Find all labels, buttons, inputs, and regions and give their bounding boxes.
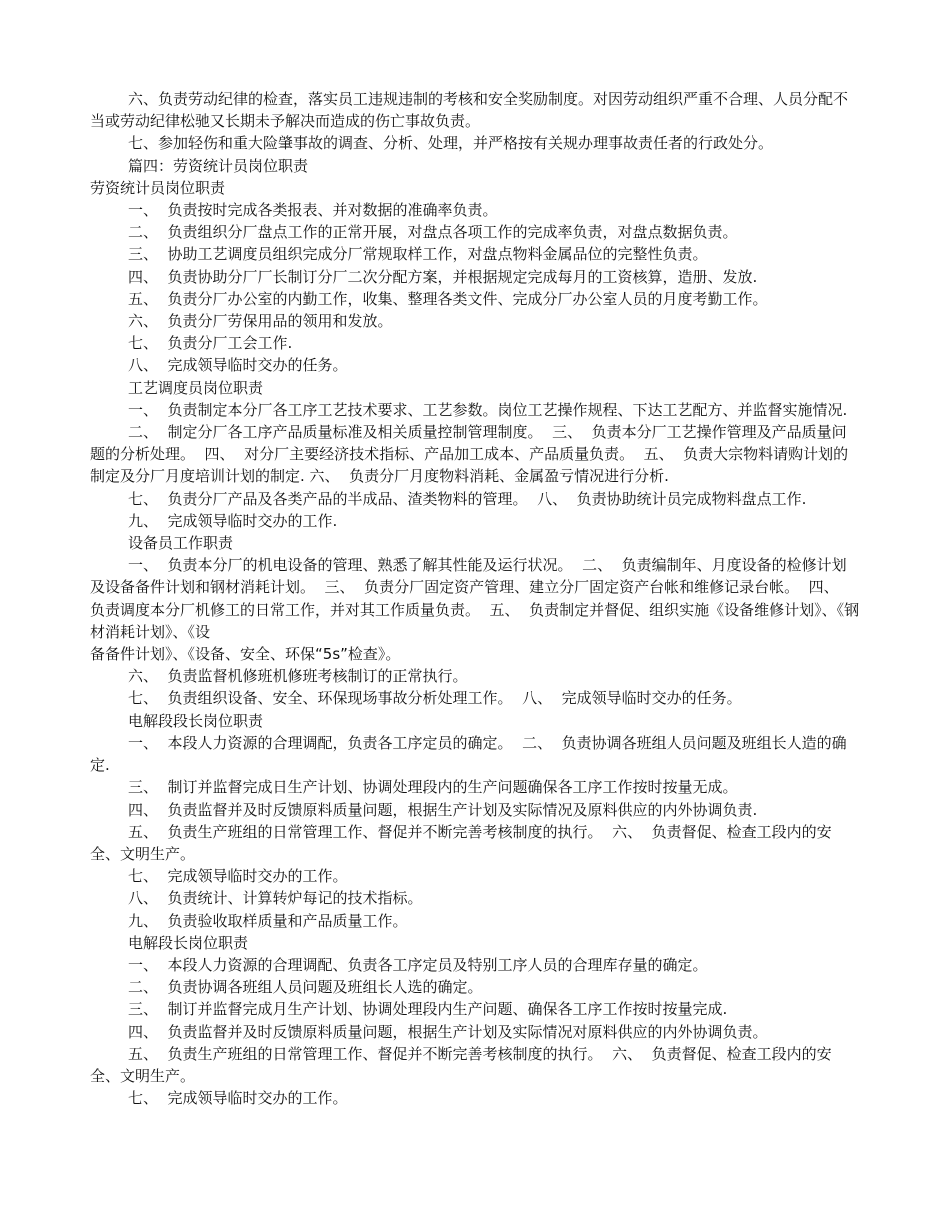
list-item: 三、 制订并监督完成日生产计划、协调处理段内的生产问题确保各工序工作按时按量无成。: [128, 778, 738, 797]
list-item: 七、 负责组织设备、安全、环保现场事故分析处理工作。 八、 完成领导临时交办的任务。: [128, 689, 742, 708]
list-item: 四、 负责监督并及时反馈原料质量问题，根据生产计划及实际情况及原料供应的内外协调负责.: [128, 800, 758, 819]
list-item: 二、 制定分厂各工序产品质量标准及相关质量控制管理制度。 三、 负责本分厂工艺操作管理及产品质量问题的分析处理。 四、 对分厂主要经济技术指标、产品加工成本、产品质量负责。 五、 负责大宗物料请购计划的制定及分厂月度培训计划的制定. 六、 负责分厂月度物料消耗、金属盈亏情况进行分析.: [90, 423, 849, 486]
list-item: 七、 负责分厂产品及各类产品的半成品、渣类物料的管理。 八、 负责协助统计员完成物料盘点工作.: [128, 489, 807, 508]
section-heading-process-dispatcher: 工艺调度员岗位职责: [128, 378, 264, 397]
list-item: 八、 完成领导临时交办的任务。: [128, 356, 348, 375]
list-item: 二、 负责组织分厂盘点工作的正常开展，对盘点各项工作的完成率负责，对盘点数据负责。: [128, 223, 738, 242]
list-item: 六、 负责分厂劳保用品的领用和发放。: [128, 312, 393, 331]
list-item: 一、 负责本分厂的机电设备的管理、熟悉了解其性能及运行状况。 二、 负责编制年、月度设备的检修计划及设备备件计划和钢材消耗计划。 三、 负责分厂固定资产管理、建立分厂固定资产台帐和维修记录台帐。 四、 负责调度本分厂机修工的日常工作，并对其工作质量负责。 五、 负责制定并督促、组织实施《设备维修计划》、《钢材消耗计划》、《设: [90, 556, 860, 641]
list-item: 七、 负责分厂工会工作.: [128, 334, 293, 353]
document-body: [90, 88, 860, 1109]
list-item: 二、 负责协调各班组人员问题及班组长人选的确定。: [128, 978, 483, 997]
section-heading-labor-statistician: 劳资统计员岗位职责: [90, 178, 226, 197]
section-heading-electrolysis-leader: 电解段长岗位职责: [128, 933, 249, 952]
list-item: 三、 制订并监督完成月生产计划、协调处理段内生产问题、确保各工序工作按时按量完成.: [128, 1000, 728, 1019]
list-item: 一、 负责制定本分厂各工序工艺技术要求、工艺参数。岗位工艺操作规程、下达工艺配方、并监督实施情况.: [128, 400, 848, 419]
list-item: 九、 负责验收取样质量和产品质量工作。: [128, 911, 408, 930]
list-item: 五、 负责生产班组的日常管理工作、督促并不断完善考核制度的执行。 六、 负责督促、检查工段内的安全、文明生产。: [90, 1044, 832, 1085]
list-item: 九、 完成领导临时交办的工作.: [128, 511, 338, 530]
section-heading-equipment-officer: 设备员工作职责: [128, 534, 234, 553]
list-item: 五、 负责分厂办公室的内勤工作，收集、整理各类文件、完成分厂办公室人员的月度考勤工作。: [128, 289, 768, 308]
section-heading-part-four: 篇四：劳资统计员岗位职责: [128, 156, 309, 175]
list-item: 八、 负责统计、计算转炉每记的技术指标。: [128, 889, 423, 908]
list-item: 一、 本段人力资源的合理调配，负责各工序定员的确定。 二、 负责协调各班组人员问题及班组长人造的确定.: [90, 733, 847, 775]
list-item: 五、 负责生产班组的日常管理工作、督促并不断完善考核制度的执行。 六、 负责督促、检查工段内的安全、文明生产。: [90, 822, 832, 863]
paragraph-accident-investigation: 七、参加轻伤和重大险肇事故的调查、分析、处理，并严格按有关规办理事故责任者的行政处分。: [128, 134, 774, 153]
list-item: 四、 负责协助分厂厂长制订分厂二次分配方案，并根据规定完成每月的工资核算，造册、发放.: [128, 267, 758, 286]
list-item: 一、 负责按时完成各类报表、并对数据的准确率负责。: [128, 201, 498, 220]
list-item: 四、 负责监督并及时反馈原料质量问题，根据生产计划及实际情况对原料供应的内外协调负责。: [128, 1022, 768, 1041]
list-item: 一、 本段人力资源的合理调配、负责各工序定员及特别工序人员的合理库存量的确定。: [128, 955, 708, 974]
list-item: 三、 协助工艺调度员组织完成分厂常规取样工作，对盘点物料金属品位的完整性负责。: [128, 245, 708, 264]
list-item: 七、 完成领导临时交办的工作。: [128, 1089, 348, 1108]
list-item: 七、 完成领导临时交办的工作。: [128, 867, 348, 886]
list-item: 六、 负责监督机修班机修班考核制订的正常执行。: [128, 667, 468, 686]
paragraph-labor-discipline: 六、负责劳动纪律的检查，落实员工违规违制的考核和安全奖励制度。对因劳动组织严重不合理、人员分配不当或劳动纪律松驰又长期未予解决而造成的伤亡事故负责。: [90, 90, 849, 131]
section-heading-electrolysis-section-leader: 电解段段长岗位职责: [128, 711, 264, 730]
list-item-continuation: 备备件计划》、《设备、安全、环保“5s”检查》。: [90, 645, 401, 664]
